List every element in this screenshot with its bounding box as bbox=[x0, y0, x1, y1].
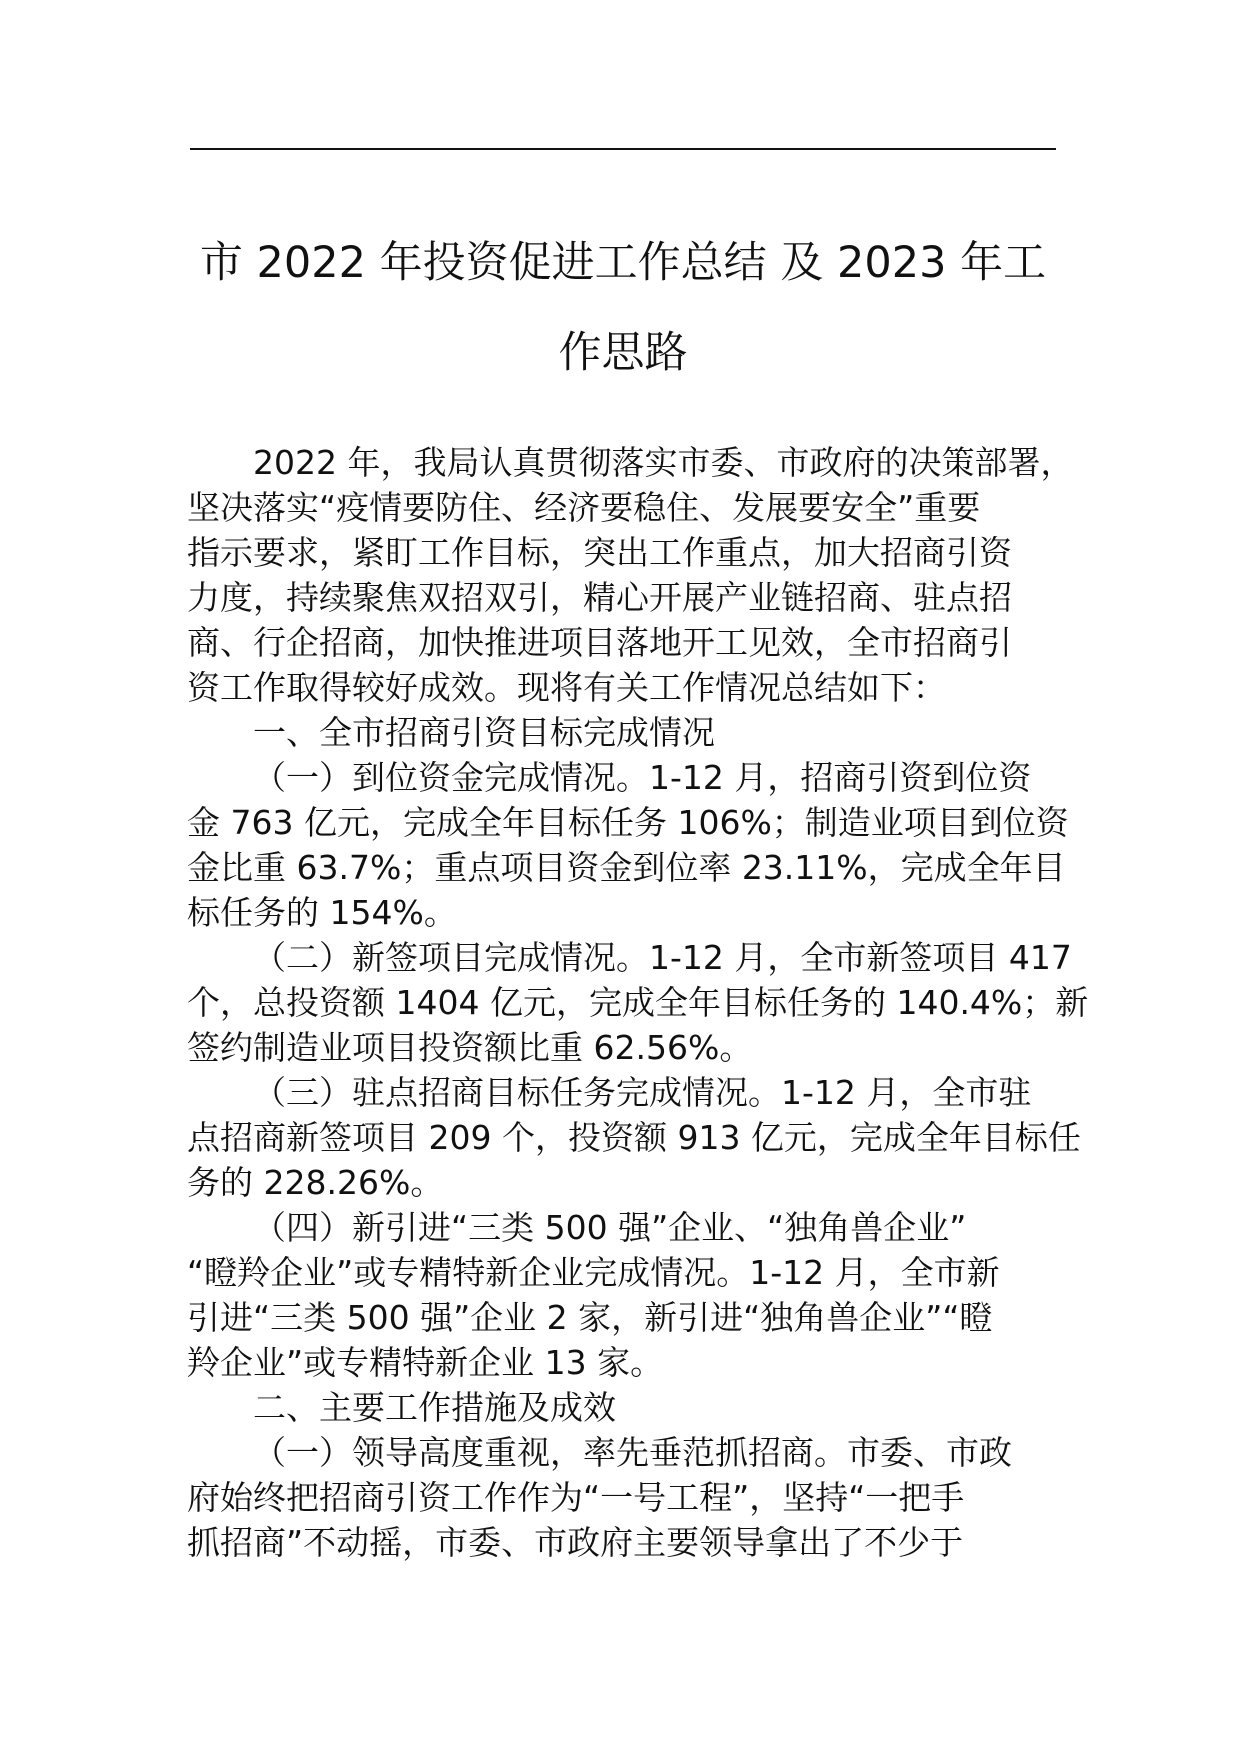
body-line: 标任务的 154%。 bbox=[187, 893, 457, 932]
body-line: （一）到位资金完成情况。1-12 月，招商引资到位资 bbox=[253, 758, 1032, 797]
body-line: 个，总投资额 1404 亿元，完成全年目标任务的 140.4%；新 bbox=[187, 983, 1089, 1022]
body-line: 府始终把招商引资工作作为“一号工程”，坚持“一把手 bbox=[187, 1478, 965, 1517]
body-line: 金比重 63.7%；重点项目资金到位率 23.11%，完成全年目 bbox=[187, 848, 1066, 887]
body-line: 务的 228.26%。 bbox=[187, 1163, 444, 1202]
body-line: 签约制造业项目投资额比重 62.56%。 bbox=[187, 1028, 753, 1067]
title-line-1: 市 2022 年投资促进工作总结 及 2023 年工 bbox=[199, 238, 1047, 288]
body-line: 2022 年，我局认真贯彻落实市委、市政府的决策部署， bbox=[253, 443, 1074, 482]
body-line: “瞪羚企业”或专精特新企业完成情况。1-12 月，全市新 bbox=[187, 1253, 1000, 1292]
body-line: 抓招商”不动摇，市委、市政府主要领导拿出了不少于 bbox=[187, 1523, 964, 1562]
body-line: 点招商新签项目 209 个，投资额 913 亿元，完成全年目标任 bbox=[187, 1118, 1081, 1157]
document-body bbox=[187, 440, 1089, 1565]
body-line: 引进“三类 500 强”企业 2 家，新引进“独角兽企业”“瞪 bbox=[187, 1298, 993, 1337]
body-line: 指示要求，紧盯工作目标，突出工作重点，加大招商引资 bbox=[187, 533, 1012, 572]
body-line: 羚企业”或专精特新企业 13 家。 bbox=[187, 1343, 664, 1382]
body-line: 商、行企招商，加快推进项目落地开工见效，全市招商引 bbox=[187, 623, 1012, 662]
document-title bbox=[190, 218, 1056, 398]
body-line: （二）新签项目完成情况。1-12 月，全市新签项目 417 bbox=[253, 938, 1072, 977]
body-line: 力度，持续聚焦双招双引，精心开展产业链招商、驻点招 bbox=[187, 578, 1012, 617]
header-rule bbox=[190, 148, 1056, 150]
title-line-2: 作思路 bbox=[558, 328, 688, 378]
body-line: （四）新引进“三类 500 强”企业、“独角兽企业” bbox=[253, 1208, 967, 1247]
body-line: 资工作取得较好成效。现将有关工作情况总结如下： bbox=[187, 668, 946, 707]
body-line: 金 763 亿元，完成全年目标任务 106%；制造业项目到位资 bbox=[187, 803, 1069, 842]
body-line: 坚决落实“疫情要防住、经济要稳住、发展要安全”重要 bbox=[187, 488, 981, 527]
body-line: （三）驻点招商目标任务完成情况。1-12 月，全市驻 bbox=[253, 1073, 1032, 1112]
body-line: 二、主要工作措施及成效 bbox=[253, 1388, 616, 1427]
body-line: （一）领导高度重视，率先垂范抓招商。市委、市政 bbox=[253, 1433, 1012, 1472]
body-line: 一、全市招商引资目标完成情况 bbox=[253, 713, 715, 752]
